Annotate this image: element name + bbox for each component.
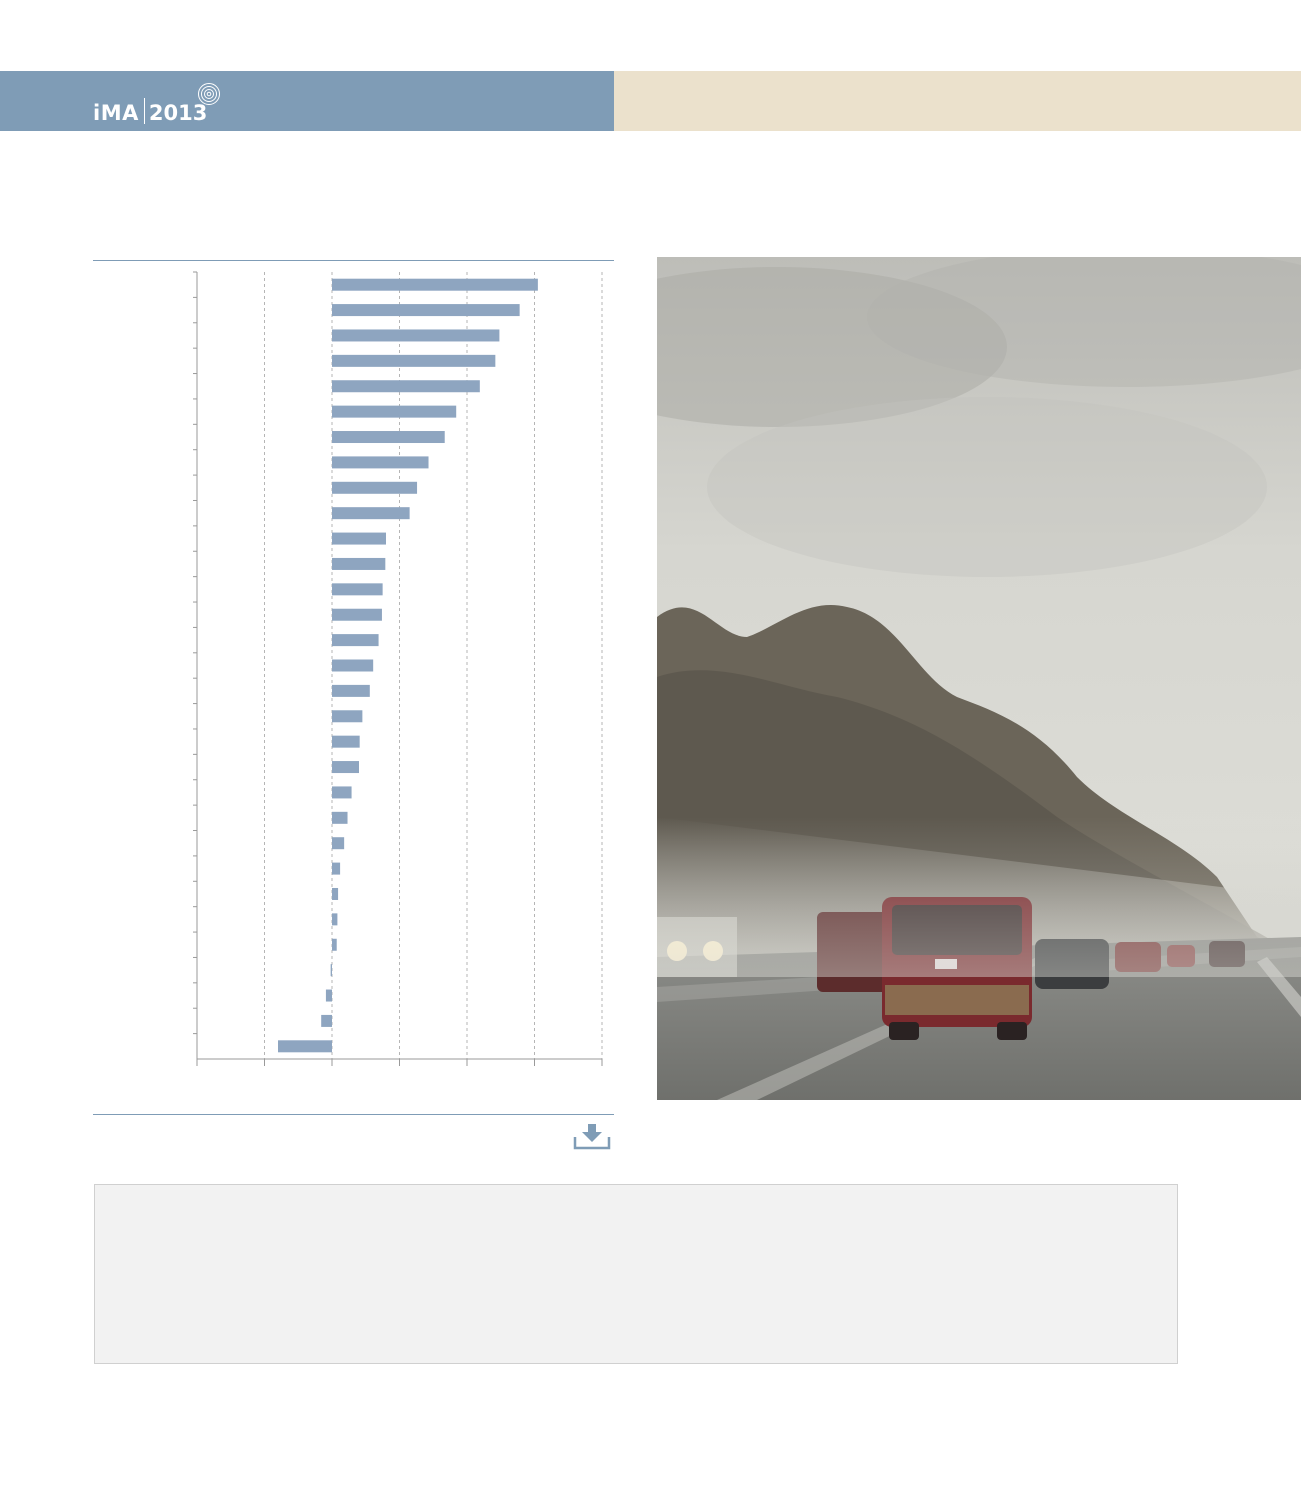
bar-5	[332, 406, 456, 418]
bar-10	[332, 533, 386, 545]
bar-9	[332, 507, 410, 519]
bar-4	[332, 380, 480, 392]
bar-16	[332, 685, 370, 697]
bar-24	[332, 888, 338, 900]
caption-box	[94, 1184, 1178, 1364]
bar-6	[332, 431, 445, 443]
bar-28	[326, 990, 332, 1002]
bar-17	[332, 710, 362, 722]
bar-29	[321, 1015, 332, 1027]
bar-21	[332, 812, 348, 824]
bar-26	[332, 939, 337, 951]
bar-chart	[0, 0, 620, 1110]
bar-14	[332, 634, 379, 646]
header-right-band	[614, 71, 1301, 131]
bar-22	[332, 837, 344, 849]
bar-19	[332, 761, 359, 773]
bar-0	[332, 279, 538, 291]
bar-23	[332, 863, 340, 875]
bar-3	[332, 355, 495, 367]
bar-8	[332, 482, 417, 494]
bar-15	[332, 660, 373, 672]
bar-13	[332, 609, 382, 621]
bar-18	[332, 736, 360, 748]
bar-1	[332, 304, 520, 316]
logo-year: 2013	[148, 101, 208, 125]
bar-25	[332, 913, 337, 925]
download-icon[interactable]	[573, 1122, 611, 1150]
bar-27	[331, 964, 332, 976]
bar-30	[278, 1040, 332, 1052]
chart-bars	[278, 279, 538, 1053]
logo-brand: iMA	[93, 101, 139, 125]
bar-11	[332, 558, 385, 570]
bar-2	[332, 329, 499, 341]
bar-12	[332, 583, 383, 595]
bar-7	[332, 456, 429, 468]
foggy-highway-photo	[657, 257, 1301, 1100]
chart-bottom-rule	[93, 1114, 614, 1115]
bar-20	[332, 786, 352, 798]
